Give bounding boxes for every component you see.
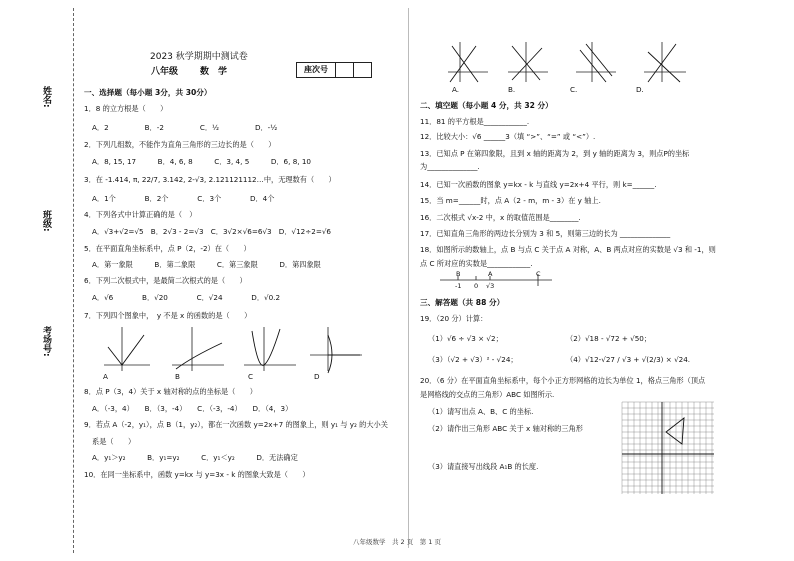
q10-graph-c — [576, 42, 616, 82]
question-13: 13．已知点 P 在第四象限，且到 x 轴的距离为 2，到 y 轴的距离为 3，则点P的坐标 — [420, 149, 690, 158]
question-6: 6．下列二次根式中，是最简二次根式的是（ ） — [84, 276, 247, 285]
question-3-options: A．1个 B．2个 C．3个 D．4个 — [92, 194, 275, 203]
question-17: 17．已知直角三角形的两边长分别为 3 和 5，则第三边的长为 ______________ — [420, 229, 671, 238]
question-9: 9．若点 A（-2，y₁），点 B（1，y₂），都在一次函数 y=2x+7 的图象上，则 y₁ 与 y₂ 的大小关 — [84, 420, 388, 429]
page-footer: 八年级数学 共 2 页 第 1 页 — [352, 538, 442, 546]
q10-graph-a — [448, 42, 488, 82]
seat-cell[interactable] — [336, 63, 354, 77]
question-20-cont: 是网格线的交点的三角形）ABC 如图所示. — [420, 390, 555, 399]
question-18-cont: 点 C 所对应的实数是____________. — [420, 259, 533, 268]
question-20-3: （3）请直接写出线段 A₁B 的长度. — [428, 462, 539, 471]
question-5-options: A．第一象限 B．第二象限 C．第三象限 D．第四象限 — [92, 260, 321, 269]
question-19: 19．（20 分）计算： — [420, 314, 488, 323]
question-4-options: A．√3+√2=√5 B．2√3 - 2=√3 C．3√2×√6=6√3 D．√12÷2=√6 — [92, 227, 331, 236]
seat-number-box — [296, 62, 372, 78]
section-3-heading: 三、解答题（共 88 分） — [420, 298, 505, 307]
q7-option-a: A — [103, 372, 108, 381]
question-19-3: （3）（√2 + √3）² - √24； — [428, 355, 518, 364]
binding-line — [73, 8, 74, 553]
q7-graphs — [100, 325, 400, 375]
question-9-options: A．y₁＞y₂ B．y₁=y₂ C．y₁＜y₂ D．无法确定 — [92, 453, 298, 462]
number-line-label-a: A — [488, 270, 493, 278]
q10-graphs — [448, 42, 698, 84]
seat-cell[interactable] — [354, 63, 371, 77]
question-8: 8．点 P（3，4）关于 x 轴对称的点的坐标是（ ） — [84, 387, 257, 396]
question-3: 3．在 -1.414, π, 22/7, 3.142, 2-√3, 2.121121112…中，无理数有（ ） — [84, 175, 336, 184]
question-18: 18．如图所示的数轴上，点 B 与点 C 关于点 A 对称，A、B 两点对应的实数是 √3 和 -1，则 — [420, 245, 716, 254]
question-19-2: （2）√18 - √72 + √50； — [566, 334, 652, 343]
number-line-tick-sqrt3: √3 — [486, 282, 495, 290]
question-20-2: （2）请作出三角形 ABC 关于 x 轴对称的三角形 — [428, 424, 583, 433]
question-1-options: A．2 B．-2 C．½ D．-½ — [92, 123, 278, 132]
exam-title: 2023 秋学期期中测试卷 — [150, 52, 248, 62]
q7-graph-b — [172, 327, 224, 371]
question-8-options: A．（-3，4） B．（3，-4） C．（-3，-4） D．（4，3） — [92, 404, 293, 413]
q7-graph-d — [310, 327, 362, 373]
grade-label: 八年级 — [151, 67, 179, 77]
number-line-label-b: B — [456, 270, 461, 278]
question-9-cont: 系是（ ） — [92, 437, 136, 446]
question-2-options: A．8, 15, 17 B．4, 6, 8 C．3, 4, 5 D．6, 8, 10 — [92, 157, 311, 166]
q10-option-c: C. — [570, 85, 578, 94]
seat-label: 座次号 — [297, 63, 336, 77]
question-19-4: （4）√12-√27 / √3 + √(2/3) × √24. — [566, 355, 691, 364]
question-7: 7．下列四个图象中， y 不是 x 的函数的是（ ） — [84, 311, 252, 320]
exam-no-label: 考场号: — [41, 326, 51, 357]
question-13-cont: 为______________. — [420, 162, 480, 171]
question-6-options: A．√6 B．√20 C．√24 D．√0.2 — [92, 293, 281, 302]
q7-option-c: C — [248, 372, 254, 381]
column-divider — [408, 8, 409, 548]
question-15: 15．当 m=______时，点 A（2 - m，m - 3）在 y 轴上. — [420, 196, 601, 205]
section-1-heading: 一、选择题（每小题 3分，共 30分） — [84, 88, 212, 97]
class-label: 班级: — [41, 210, 51, 232]
question-1: 1．8 的立方根是（ ） — [84, 104, 168, 113]
number-line-label-c: C — [536, 270, 541, 278]
question-20: 20．（6 分）在平面直角坐标系中，每个小正方形网格的边长为单位 1，格点三角形（顶点 — [420, 376, 706, 385]
q10-graph-b — [508, 42, 548, 82]
name-label: 姓名: — [41, 86, 51, 108]
question-10: 10．在同一坐标系中，函数 y=kx 与 y=3x - k 的图象大致是（ ） — [84, 470, 310, 479]
question-19-1: （1）√6 ÷ √3 × √2； — [428, 334, 503, 343]
question-2: 2．下列几组数，不能作为直角三角形的三边长的是（ ） — [84, 140, 276, 149]
q10-option-a: A. — [452, 85, 460, 94]
number-line-tick-0: 0 — [474, 282, 479, 290]
q7-option-b: B — [175, 372, 180, 381]
question-12: 12．比较大小：√6 ______3（填 “>”、“=” 或 “<”）. — [420, 132, 596, 141]
q7-graph-a — [104, 327, 150, 371]
section-2-heading: 二、填空题（每小题 4 分，共 32 分） — [420, 101, 553, 110]
q7-graph-c — [244, 327, 296, 371]
q7-option-d: D — [314, 372, 320, 381]
subject-label: 数 学 — [200, 67, 228, 77]
number-line-tick-neg1: -1 — [455, 282, 462, 290]
q10-graph-d — [644, 42, 686, 82]
question-16: 16．二次根式 √x-2 中，x 的取值范围是________. — [420, 213, 581, 222]
question-11: 11．81 的平方根是____________. — [420, 117, 530, 126]
question-20-1: （1）请写出点 A、B、C 的坐标. — [428, 407, 534, 416]
question-5: 5．在平面直角坐标系中，点 P（2，-2）在（ ） — [84, 244, 251, 253]
q10-option-d: D. — [636, 85, 644, 94]
question-14: 14．已知一次函数的图象 y=kx - k 与直线 y=2x+4 平行，则 k=______. — [420, 180, 657, 189]
coordinate-grid — [622, 402, 714, 494]
q10-option-b: B. — [508, 85, 516, 94]
question-4: 4．下列各式中计算正确的是（ ） — [84, 210, 197, 219]
